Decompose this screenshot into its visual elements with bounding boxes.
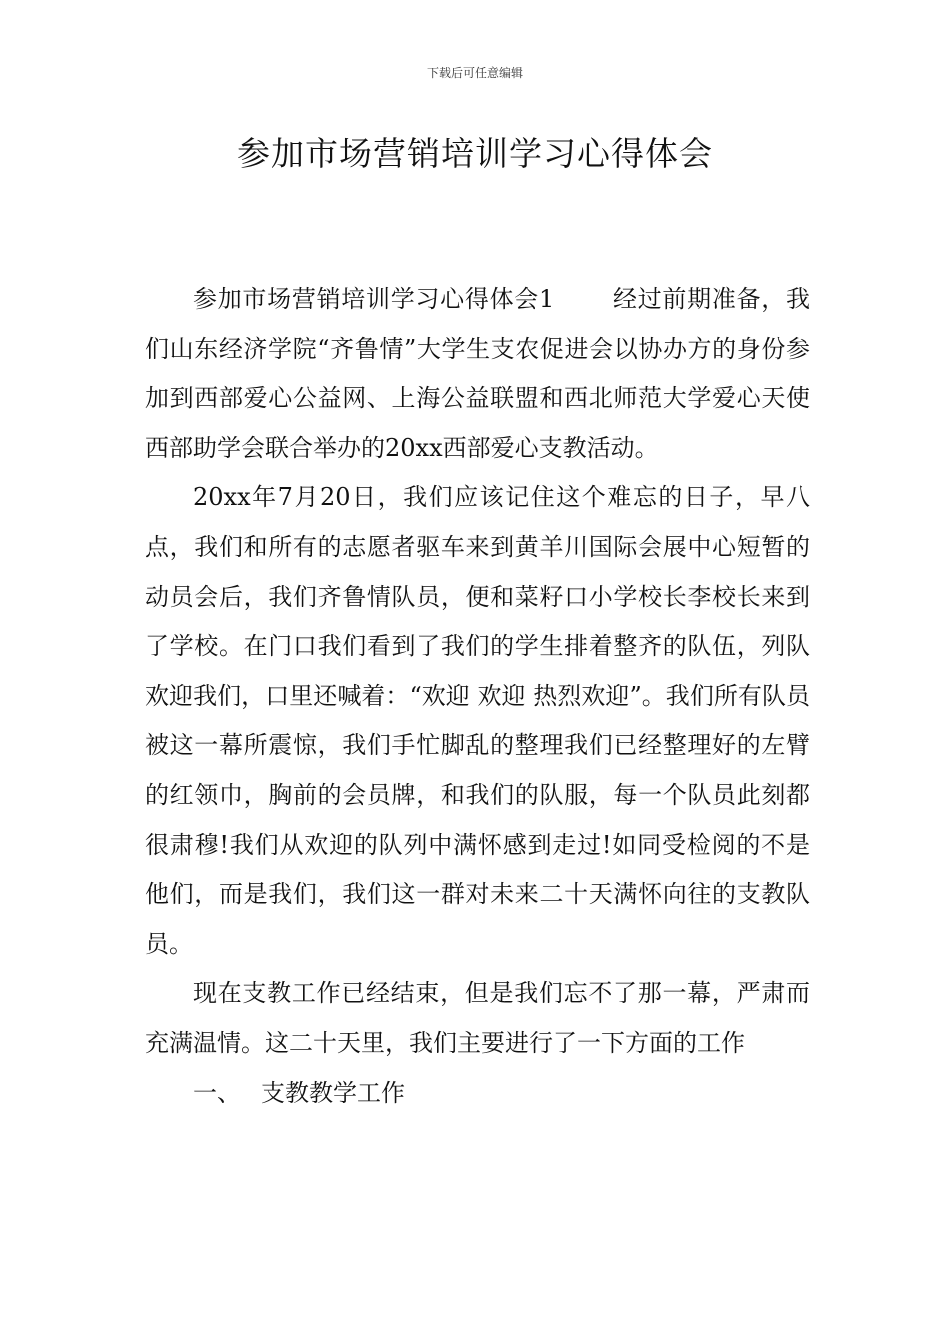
paragraph-1-heading: 参加市场营销培训学习心得体会1 (193, 285, 555, 313)
section-number: 一、 (193, 1078, 241, 1107)
document-title: 参加市场营销培训学习心得体会 (237, 134, 713, 173)
paragraph-2: 20xx年7月20日，我们应该记住这个难忘的日子，早八点，我们和所有的志愿者驱车来到黄羊川国际会展中心短暂的动员会后，我们齐鲁情队员，便和菜籽口小学校长李校长来到了学校。在门口我们看到了我们的学生排着整齐的队伍，列队欢迎我们，口里还喊着：“欢迎 欢迎 热烈欢迎”。我们所有队员被这一幕所震惊，我们手忙脚乱的整理我们已经整理好的左臂的红领巾，胸前的会员牌，和我们的队服，每一个队员此刻都很肃穆!我们从欢迎的队列中满怀感到走过!如同受检阅的不是他们，而是我们，我们这一群对未来二十天满怀向往的支教队员。 (145, 483, 810, 958)
document-body (145, 275, 810, 1118)
section-heading (145, 1069, 810, 1119)
header-note: 下载后可任意编辑 (426, 66, 523, 80)
paragraph-1 (145, 275, 810, 473)
section-title: 支教教学工作 (261, 1078, 405, 1107)
paragraph-3: 现在支教工作已经结束，但是我们忘不了那一幕，严肃而充满温情。这二十天里，我们主要进行了一下方面的工作 (145, 979, 810, 1057)
paragraph-1-text: 经过前期准备，我们山东经济学院“齐鲁情”大学生支农促进会以协办方的身份参加到西部爱心公益网、上海公益联盟和西北师范大学爱心天使西部助学会联合举办的20xx西部爱心支教活动。 (145, 285, 810, 462)
